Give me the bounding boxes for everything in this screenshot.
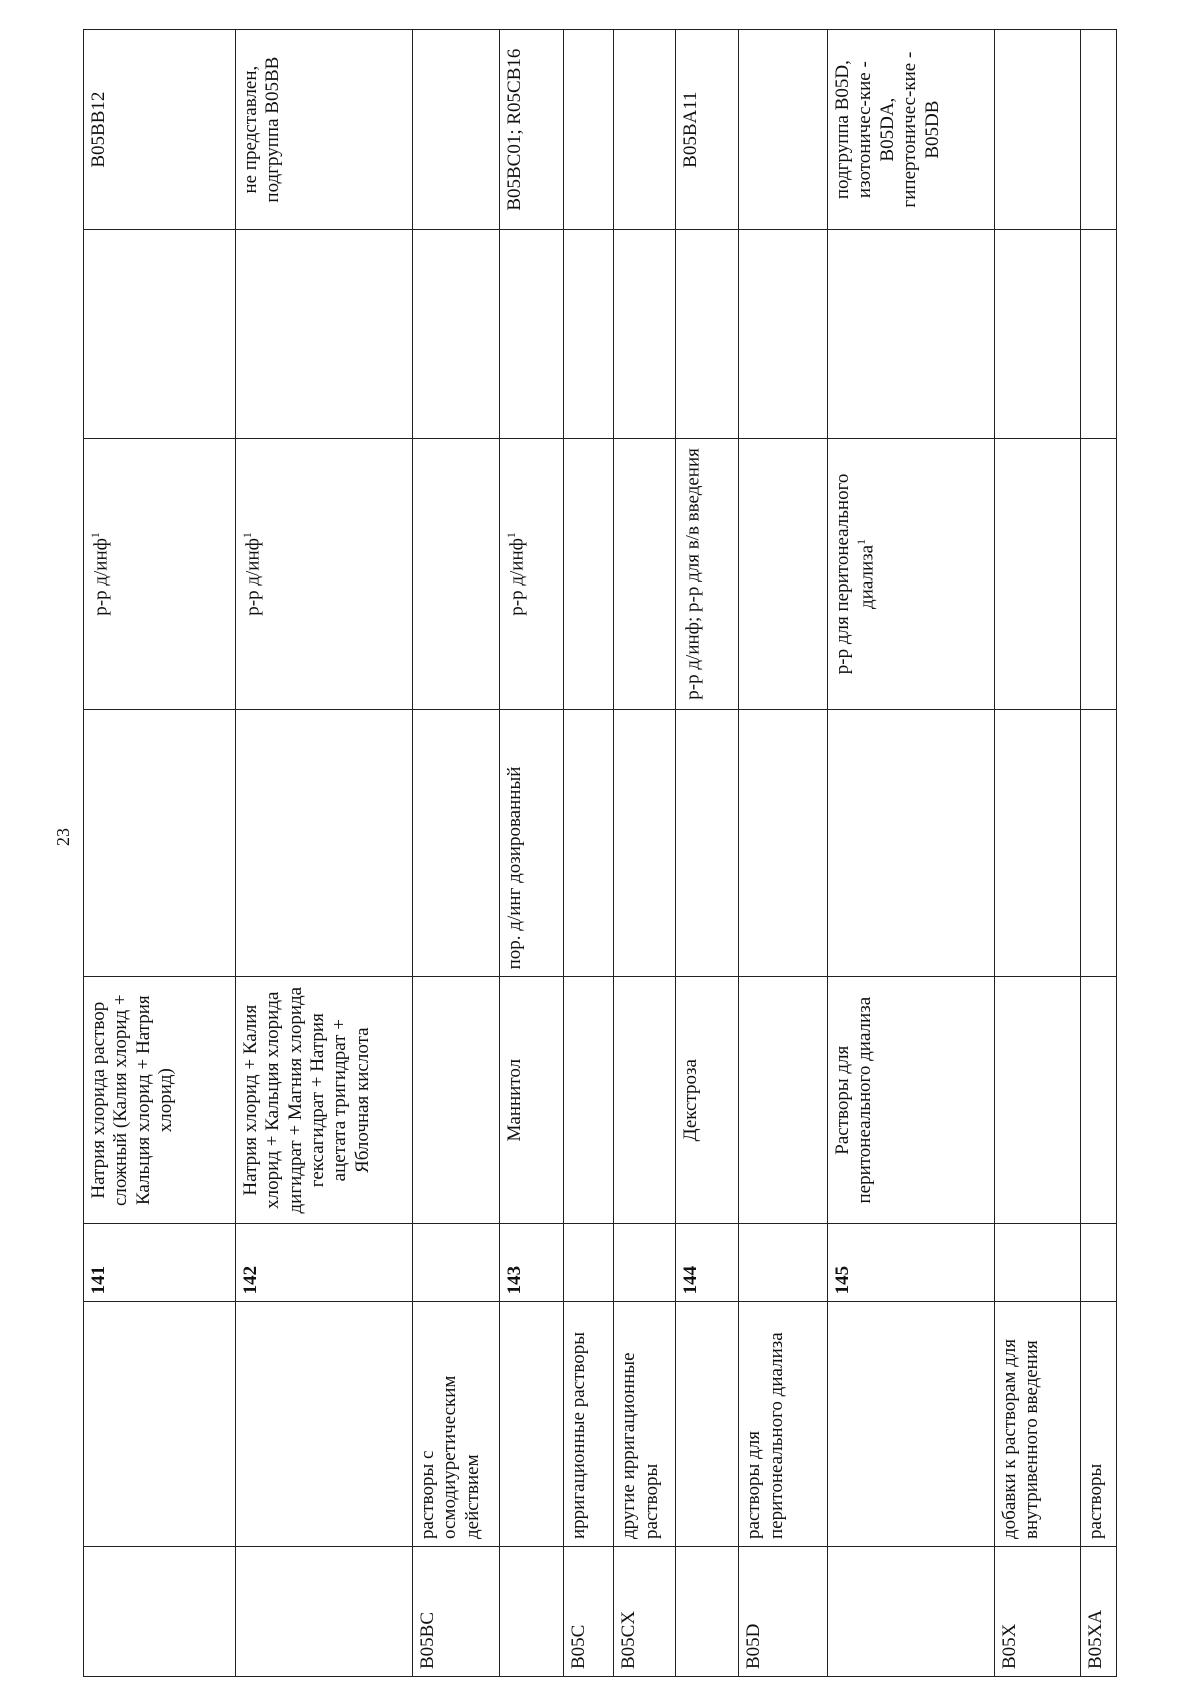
drug-name-cell [84, 977, 236, 1224]
note-cell [84, 230, 236, 438]
row-number-cell [235, 1224, 412, 1302]
dosage-form-extra-cell [994, 710, 1080, 977]
table-row [1080, 30, 1116, 1677]
drug-name-cell [827, 977, 994, 1224]
footnote-marker: 1 [239, 532, 254, 539]
note-cell [1080, 230, 1116, 438]
drug-name-cell [614, 977, 676, 1224]
dosage-form-cell [412, 438, 500, 709]
row-number: 145 [831, 1265, 853, 1295]
drug-name-cell [412, 977, 500, 1224]
drug-table-body [84, 30, 1117, 1677]
dosage-form-extra-cell [1080, 710, 1116, 977]
atc-code-cell [1080, 30, 1116, 230]
row-number-cell [614, 1224, 676, 1302]
atc-group-code: B05CX [618, 1610, 640, 1669]
table-row [235, 30, 412, 1677]
atc-code: не представлен, подгруппа B05BB [239, 56, 284, 203]
atc-code-cell [994, 30, 1080, 230]
group-name-cell [994, 1302, 1080, 1547]
dosage-form-cell [614, 438, 676, 709]
atc-code: B05BB12 [88, 91, 109, 168]
table-row [614, 30, 676, 1677]
note-cell [563, 230, 614, 438]
table-row [500, 30, 563, 1677]
dosage-form-extra-cell [739, 710, 828, 977]
group-name: растворы [1084, 1463, 1106, 1539]
dosage-form-cell [739, 438, 828, 709]
drug-name: Декстроза [680, 1059, 702, 1142]
group-name: растворы с осмодиуретическим действием [416, 1375, 483, 1539]
atc-group-code-cell [235, 1546, 412, 1676]
footnote-marker: 1 [504, 532, 519, 539]
atc-code-cell [235, 30, 412, 230]
note-cell [739, 230, 828, 438]
group-name: другие ирригационные растворы [618, 1352, 662, 1539]
atc-group-code-cell [1080, 1546, 1116, 1676]
atc-code-cell [500, 30, 563, 230]
row-number-cell [1080, 1224, 1116, 1302]
dosage-form: р-р д/инф; р-р для в/в введения [682, 448, 704, 700]
atc-code: B05BA11 [680, 91, 702, 168]
group-name: ирригационные растворы [567, 1332, 589, 1539]
group-name-cell [827, 1302, 994, 1547]
dosage-form-extra-cell [412, 710, 500, 977]
dosage-form-extra-cell [563, 710, 614, 977]
atc-code: подгруппа B05D, изотоничес-кие - B05DA, гипертоничес-кие - B05DB [831, 51, 943, 208]
row-number-cell [84, 1224, 236, 1302]
drug-name-cell [235, 977, 412, 1224]
atc-group-code-cell [563, 1546, 614, 1676]
note-cell [676, 230, 739, 438]
note-cell [235, 230, 412, 438]
atc-group-code: B05BC [416, 1611, 438, 1669]
atc-group-code: B05X [998, 1623, 1020, 1669]
atc-group-code: B05C [567, 1624, 589, 1669]
rotated-table-wrapper [83, 29, 1117, 1677]
atc-code-cell [563, 30, 614, 230]
dosage-form-cell [1080, 438, 1116, 709]
drug-name: Маннитол [504, 1058, 526, 1142]
row-number-cell [739, 1224, 828, 1302]
atc-group-code: B05D [743, 1623, 765, 1669]
row-number-cell [827, 1224, 994, 1302]
atc-group-code-cell [412, 1546, 500, 1676]
row-number-cell [676, 1224, 739, 1302]
row-number-cell [563, 1224, 614, 1302]
dosage-form-cell [235, 438, 412, 709]
drug-name-cell [994, 977, 1080, 1224]
footnote-marker: 1 [854, 538, 869, 545]
dosage-form-cell [827, 438, 994, 709]
atc-code-cell [676, 30, 739, 230]
drug-name-cell [676, 977, 739, 1224]
table-row [563, 30, 614, 1677]
atc-code-cell [827, 30, 994, 230]
dosage-form: р-р д/инф [242, 538, 264, 616]
atc-group-code-cell [614, 1546, 676, 1676]
group-name-cell [676, 1302, 739, 1547]
atc-group-code-cell [827, 1546, 994, 1676]
row-number-cell [994, 1224, 1080, 1302]
atc-code-cell [739, 30, 828, 230]
table-row [676, 30, 739, 1677]
dosage-form-extra-cell [500, 710, 563, 977]
atc-group-code-cell [676, 1546, 739, 1676]
atc-code: B05BC01; R05CB16 [504, 48, 526, 211]
row-number: 143 [504, 1265, 526, 1295]
row-number: 142 [239, 1265, 261, 1295]
atc-group-code: B05XA [1084, 1609, 1106, 1669]
drug-name: Натрия хлорида раствор сложный (Калия хлорид + Кальция хлорид + Натрия хлорид) [88, 994, 177, 1207]
dosage-form-cell [676, 438, 739, 709]
drug-name-cell [563, 977, 614, 1224]
table-row [84, 30, 236, 1677]
group-name-cell [739, 1302, 828, 1547]
atc-code-cell [614, 30, 676, 230]
dosage-form-cell [500, 438, 563, 709]
dosage-form-extra-cell [84, 710, 236, 977]
note-cell [500, 230, 563, 438]
atc-group-code-cell [84, 1546, 236, 1676]
row-number: 141 [88, 1265, 109, 1295]
group-name-cell [614, 1302, 676, 1547]
group-name-cell [84, 1302, 236, 1547]
dosage-form-cell [563, 438, 614, 709]
note-cell [994, 230, 1080, 438]
dosage-form: р-р д/инф [506, 538, 528, 616]
atc-code-cell [412, 30, 500, 230]
drug-name: Натрия хлорид + Калия хлорид + Кальция хлорида дигидрат + Магния хлорида гексагидрат + Натрия ацетата тригидрат + Яблочная кислота [239, 986, 373, 1214]
page-number: 23 [53, 828, 73, 846]
note-cell [827, 230, 994, 438]
drug-name-cell [1080, 977, 1116, 1224]
dosage-form-extra-cell [827, 710, 994, 977]
note-cell [412, 230, 500, 438]
group-name-cell [235, 1302, 412, 1547]
row-number-cell [500, 1224, 563, 1302]
footnote-marker: 1 [88, 532, 102, 539]
dosage-form: р-р для перитонеального диализа [831, 473, 878, 675]
dosage-form-extra: пор. д/инг дозированный [504, 766, 526, 970]
table-row [412, 30, 500, 1677]
group-name-cell [412, 1302, 500, 1547]
dosage-form: р-р д/инф [90, 538, 112, 616]
drug-table [83, 29, 1117, 1677]
table-row [994, 30, 1080, 1677]
group-name-cell [500, 1302, 563, 1547]
group-name-cell [563, 1302, 614, 1547]
dosage-form-extra-cell [614, 710, 676, 977]
table-row [739, 30, 828, 1677]
group-name-cell [1080, 1302, 1116, 1547]
dosage-form-extra-cell [235, 710, 412, 977]
row-number: 144 [680, 1265, 702, 1295]
group-name: растворы для перитонеального диализа [743, 1332, 787, 1539]
atc-code-cell [84, 30, 236, 230]
group-name: добавки к растворам для внутривенного введения [998, 1339, 1042, 1539]
atc-group-code-cell [500, 1546, 563, 1676]
row-number-cell [412, 1224, 500, 1302]
atc-group-code-cell [739, 1546, 828, 1676]
dosage-form-extra-cell [676, 710, 739, 977]
atc-group-code-cell [994, 1546, 1080, 1676]
dosage-form-cell [84, 438, 236, 709]
drug-name: Растворы для перитонеального диализа [831, 996, 876, 1204]
dosage-form-cell [994, 438, 1080, 709]
drug-name-cell [500, 977, 563, 1224]
note-cell [614, 230, 676, 438]
drug-name-cell [739, 977, 828, 1224]
table-row [827, 30, 994, 1677]
